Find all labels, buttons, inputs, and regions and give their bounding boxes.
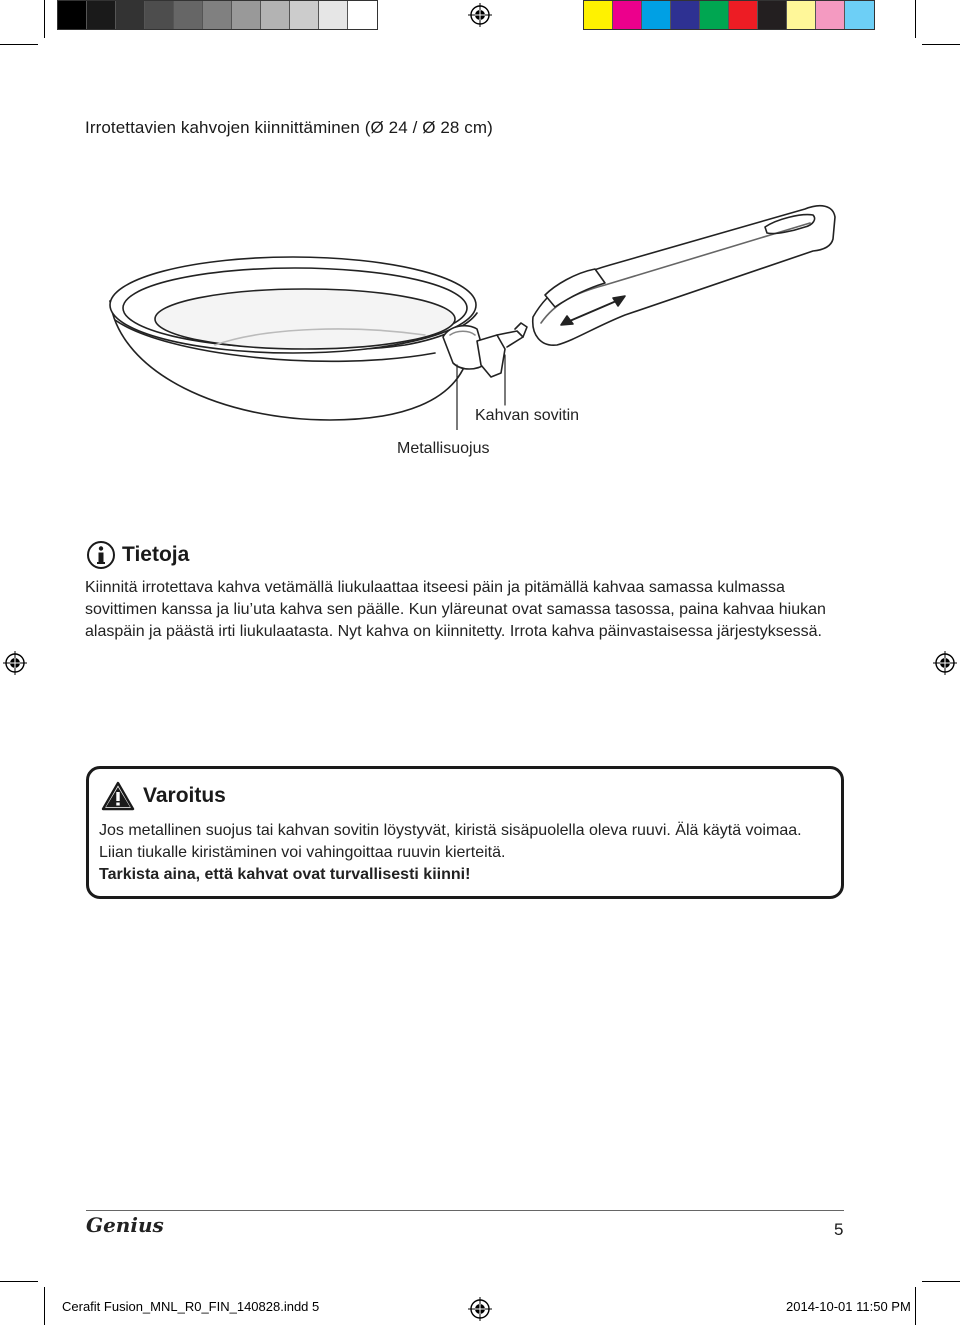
color-swatch xyxy=(290,1,319,29)
slug-filename: Cerafit Fusion_MNL_R0_FIN_140828.indd 5 xyxy=(62,1299,320,1314)
label-metallisuojus: Metallisuojus xyxy=(397,440,490,457)
color-swatch xyxy=(203,1,232,29)
grayscale-swatch-bar xyxy=(57,0,378,30)
color-swatch xyxy=(87,1,116,29)
registration-mark-icon xyxy=(468,3,492,27)
color-swatch xyxy=(261,1,290,29)
crop-mark xyxy=(0,44,38,45)
genius-logo: Genius xyxy=(86,1213,164,1237)
crop-mark xyxy=(0,1281,38,1282)
crop-mark xyxy=(915,0,916,38)
info-text: Kiinnitä irrotettava kahva vetämällä liukulaattaa itseesi päin ja pitämällä kahvaa samassa kulmassa sovittimen kanssa ja liu’uta kahva sen päälle. Kun yläreunat ovat samassa tasossa, paina kahvaa hiukan alaspäin ja päästä irti liukulaatasta. Nyt kahva on kiinnitetty. Irrota kahva päinvastaisessa järjestyksessä. xyxy=(85,579,826,640)
color-swatch xyxy=(584,1,613,29)
warning-text: Jos metallinen suojus tai kahvan sovitin löystyvät, kiristä sisäpuolella oleva ruuvi. Älä käytä voimaa. Liian tiukalle kiristäminen voi vahingoittaa ruuvin kierteitä. xyxy=(99,822,802,861)
color-swatch xyxy=(613,1,642,29)
color-swatch xyxy=(758,1,787,29)
color-swatch xyxy=(787,1,816,29)
warning-title: Varoitus xyxy=(143,784,226,807)
crop-mark xyxy=(915,1287,916,1325)
info-heading xyxy=(86,540,189,570)
crop-mark xyxy=(922,44,960,45)
color-swatch-bar xyxy=(583,0,875,30)
registration-mark-icon xyxy=(933,651,957,675)
crop-mark xyxy=(44,1287,45,1325)
color-swatch xyxy=(116,1,145,29)
registration-mark-icon xyxy=(3,651,27,675)
pan-illustration xyxy=(105,195,845,430)
info-title: Tietoja xyxy=(122,543,190,566)
color-swatch xyxy=(319,1,348,29)
info-icon xyxy=(86,540,116,570)
color-swatch xyxy=(671,1,700,29)
page-title: Irrotettavien kahvojen kiinnittäminen (Ø 24 / Ø 28 cm) xyxy=(85,118,493,137)
warning-heading xyxy=(101,781,226,811)
color-swatch xyxy=(348,1,377,29)
footer-divider xyxy=(86,1210,844,1211)
color-swatch xyxy=(58,1,87,29)
color-swatch xyxy=(700,1,729,29)
label-kahvan-sovitin: Kahvan sovitin xyxy=(475,407,580,424)
color-swatch xyxy=(729,1,758,29)
color-swatch xyxy=(642,1,671,29)
color-swatch xyxy=(816,1,845,29)
color-swatch xyxy=(145,1,174,29)
warning-emphasis: Tarkista aina, että kahvat ovat turvallisesti kiinni! xyxy=(99,866,471,883)
color-swatch xyxy=(232,1,261,29)
slug-timestamp: 2014-10-01 11:50 PM xyxy=(786,1299,911,1314)
crop-mark xyxy=(44,0,45,38)
warning-icon xyxy=(101,781,135,811)
warning-box xyxy=(86,766,844,899)
color-swatch xyxy=(845,1,874,29)
warning-text-block xyxy=(99,820,839,886)
registration-mark-icon xyxy=(468,1297,492,1321)
page-number: 5 xyxy=(834,1220,844,1239)
color-swatch xyxy=(174,1,203,29)
crop-mark xyxy=(922,1281,960,1282)
